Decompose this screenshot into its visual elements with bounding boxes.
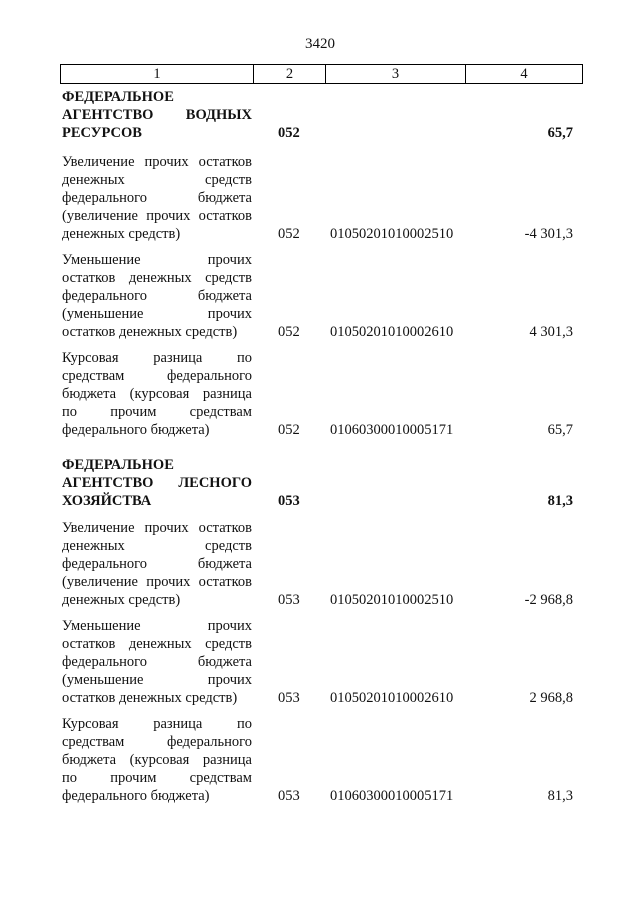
description-line: федерального бюджета): [62, 422, 210, 438]
description-line: денежных средств: [62, 172, 252, 188]
row-description: [62, 349, 252, 439]
description-line: АГЕНТСТВО ЛЕСНОГО: [62, 475, 252, 491]
description-line: ХОЗЯЙСТВА: [62, 493, 152, 509]
description-line: остатков денежных средств: [62, 636, 252, 652]
description-line: бюджета (курсовая разница: [62, 386, 252, 402]
description-line: федерального бюджета: [62, 288, 252, 304]
table-row: [60, 715, 583, 805]
description-line: бюджета (курсовая разница: [62, 752, 252, 768]
description-line: АГЕНТСТВО ВОДНЫХ: [62, 107, 252, 123]
row-description: [62, 153, 252, 243]
description-line: федерального бюджета): [62, 788, 210, 804]
row-description: [62, 715, 252, 805]
row-kbk-code: 01050201010002510: [330, 592, 454, 608]
description-line: средствам федерального: [62, 368, 252, 384]
description-line: ФЕДЕРАЛЬНОЕ: [62, 457, 174, 473]
description-line: федерального бюджета: [62, 556, 252, 572]
description-line: Курсовая разница по: [62, 716, 252, 732]
row-code: 053: [278, 493, 300, 509]
row-kbk-code: 01060300010005171: [330, 422, 454, 438]
description-line: (увеличение прочих остатков: [62, 574, 252, 590]
page-number: 3420: [305, 36, 335, 52]
row-amount: 81,3: [547, 788, 573, 804]
row-description: [62, 617, 252, 707]
row-amount: 65,7: [547, 125, 573, 141]
description-line: остатков денежных средств): [62, 324, 238, 340]
table-row: [60, 617, 583, 707]
description-line: денежных средств): [62, 592, 181, 608]
row-kbk-code: 01060300010005171: [330, 788, 454, 804]
description-line: по прочим средствам: [62, 770, 252, 786]
row-amount: 81,3: [547, 493, 573, 509]
description-line: средствам федерального: [62, 734, 252, 750]
row-kbk-code: 01050201010002510: [330, 226, 454, 242]
description-line: денежных средств: [62, 538, 252, 554]
column-header-3: 3: [326, 65, 466, 83]
table-row: [60, 88, 583, 142]
row-code: 052: [278, 324, 300, 340]
description-line: Уменьшение прочих: [62, 618, 252, 634]
row-kbk-code: 01050201010002610: [330, 690, 454, 706]
table-row: [60, 456, 583, 510]
column-header-2: 2: [254, 65, 326, 83]
row-amount: 65,7: [547, 422, 573, 438]
description-line: денежных средств): [62, 226, 181, 242]
description-line: Увеличение прочих остатков: [62, 154, 252, 170]
description-line: (уменьшение прочих: [62, 672, 252, 688]
row-kbk-code: 01050201010002610: [330, 324, 454, 340]
row-description: [62, 456, 252, 510]
table-row: [60, 519, 583, 609]
description-line: федерального бюджета: [62, 654, 252, 670]
description-line: остатков денежных средств: [62, 270, 252, 286]
row-description: [62, 251, 252, 341]
row-amount: 2 968,8: [529, 690, 573, 706]
description-line: ФЕДЕРАЛЬНОЕ: [62, 89, 174, 105]
row-code: 053: [278, 788, 300, 804]
description-line: Курсовая разница по: [62, 350, 252, 366]
table-row: [60, 349, 583, 439]
row-description: [62, 519, 252, 609]
table-row: [60, 153, 583, 243]
description-line: по прочим средствам: [62, 404, 252, 420]
description-line: Увеличение прочих остатков: [62, 520, 252, 536]
row-code: 053: [278, 690, 300, 706]
row-code: 052: [278, 125, 300, 141]
description-line: федерального бюджета: [62, 190, 252, 206]
description-line: остатков денежных средств): [62, 690, 238, 706]
row-description: [62, 88, 252, 142]
description-line: (увеличение прочих остатков: [62, 208, 252, 224]
row-code: 053: [278, 592, 300, 608]
description-line: РЕСУРСОВ: [62, 125, 142, 141]
table-row: [60, 251, 583, 341]
column-header-4: 4: [520, 66, 528, 82]
row-amount: -4 301,3: [524, 226, 573, 242]
table-header: [60, 64, 583, 84]
row-code: 052: [278, 422, 300, 438]
row-amount: -2 968,8: [524, 592, 573, 608]
column-header-1: 1: [61, 65, 254, 83]
row-amount: 4 301,3: [529, 324, 573, 340]
row-code: 052: [278, 226, 300, 242]
description-line: Уменьшение прочих: [62, 252, 252, 268]
description-line: (уменьшение прочих: [62, 306, 252, 322]
